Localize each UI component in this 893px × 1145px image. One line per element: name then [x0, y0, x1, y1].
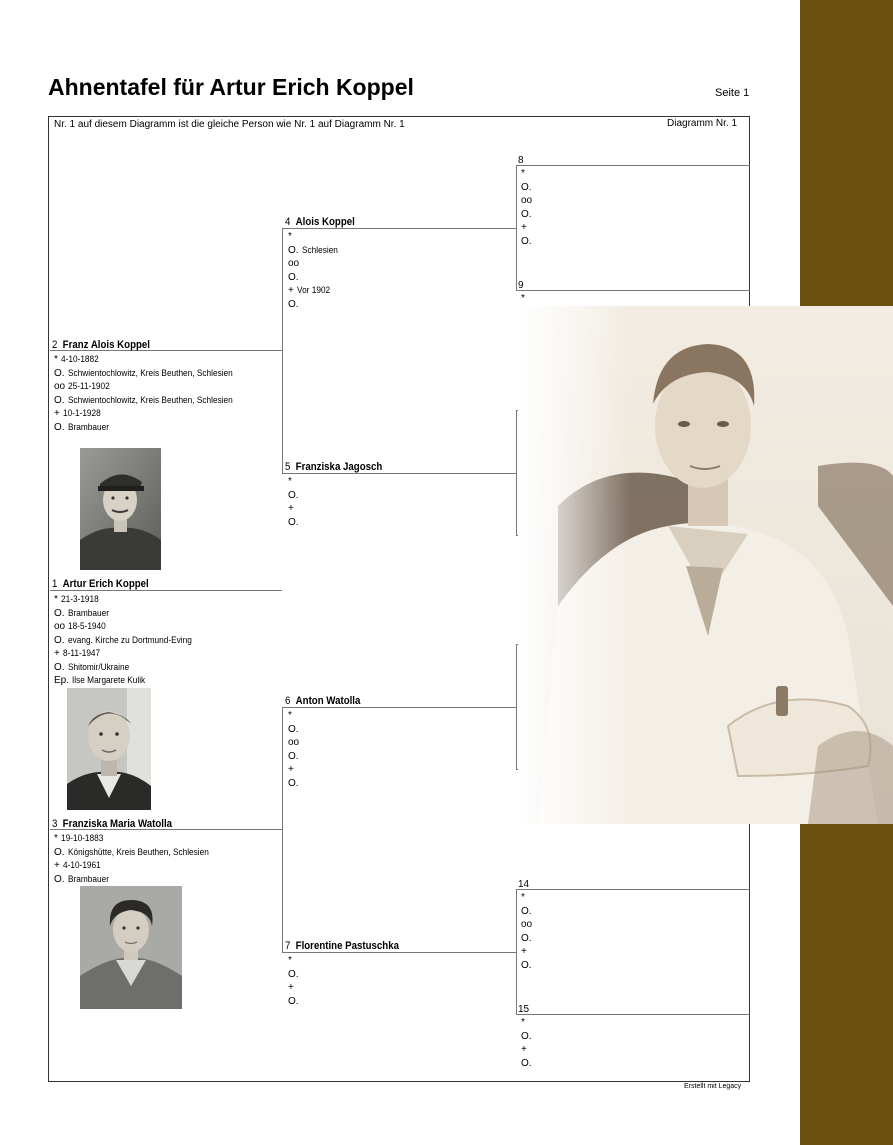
fact-value: Brambauer	[67, 421, 109, 432]
fact-value: Königshütte, Kreis Beuthen, Schlesien	[67, 846, 209, 857]
fact-symbol: O.	[54, 607, 65, 619]
connector-p12-p13	[516, 644, 517, 769]
fact-row: *	[288, 710, 292, 721]
fact-row: *	[521, 892, 525, 903]
fact-value: Vor 1902	[296, 285, 330, 295]
fact-symbol: *	[54, 354, 58, 365]
fact-symbol: *	[288, 231, 292, 242]
connector-p8-p9	[516, 165, 517, 290]
fact-symbol: O.	[54, 846, 65, 858]
fact-symbol: O.	[54, 367, 65, 379]
person-14-number: 14	[518, 879, 530, 890]
fact-value: Brambauer	[67, 607, 109, 618]
fact-symbol: Ep.	[54, 675, 70, 686]
fact-row	[288, 271, 341, 285]
fact-symbol: O.	[288, 271, 299, 283]
fact-row	[54, 607, 202, 621]
fact-row	[288, 284, 341, 298]
person-1-facts	[54, 593, 202, 688]
portrait-artur-erich-koppel	[67, 688, 151, 810]
fact-symbol: +	[54, 408, 60, 419]
fact-row: O.	[521, 905, 532, 917]
fact-row	[54, 634, 202, 648]
footer-credit: Erstellt mit Legacy	[684, 1083, 742, 1090]
fact-row: *	[288, 955, 292, 966]
fact-row: O.	[521, 235, 532, 247]
fact-row: O.	[521, 1030, 532, 1042]
person-6-name: 6 Anton Watolla	[285, 695, 361, 707]
person-8-number: 8	[518, 155, 524, 166]
connector-p10-p11	[516, 410, 517, 535]
person-3-name: 3 Franziska Maria Watolla	[52, 818, 173, 830]
person-9-number: 9	[518, 280, 524, 291]
line-p8	[516, 165, 750, 166]
person-4-facts	[288, 230, 341, 311]
fact-value: 4-10-1961	[62, 860, 101, 870]
fact-row: O.	[521, 932, 532, 944]
fact-symbol: O.	[54, 394, 65, 406]
fact-value: 10-1-1928	[62, 408, 101, 418]
fact-row	[54, 647, 202, 661]
fact-row	[54, 620, 202, 634]
fact-row	[288, 298, 341, 312]
fact-row: +	[521, 222, 527, 233]
fact-row	[54, 674, 202, 688]
fact-row: O.	[288, 995, 299, 1007]
person-7-facts	[288, 954, 299, 1008]
fact-row: oo	[521, 195, 533, 206]
connector-p14-p15	[516, 889, 517, 1014]
fact-symbol: *	[54, 833, 58, 844]
fact-value: Schwientochlowitz, Kreis Beuthen, Schlesien	[67, 367, 233, 378]
line-p15	[516, 1014, 750, 1015]
fact-row: O.	[288, 777, 299, 789]
person-6-facts	[288, 709, 299, 790]
fact-value: 18-5-1940	[68, 621, 106, 631]
fact-row: +	[288, 982, 294, 993]
line-p14	[516, 889, 750, 890]
person-7-name: 7 Florentine Pastuschka	[285, 940, 399, 952]
fact-row: oo	[288, 737, 300, 748]
fact-row	[54, 873, 221, 887]
person-1-name: 1 Artur Erich Koppel	[52, 578, 149, 590]
fact-symbol: oo	[288, 258, 300, 269]
fact-row: *	[288, 476, 292, 487]
fact-row: O.	[521, 1057, 532, 1069]
fact-value: 4-10-1882	[60, 354, 99, 364]
fact-row: +	[288, 503, 294, 514]
fact-row	[54, 380, 247, 394]
chart-note: Nr. 1 auf diesem Diagramm ist die gleiche Person wie Nr. 1 auf Diagramm Nr. 1	[54, 119, 405, 130]
fact-value: Schlesien	[301, 244, 338, 255]
line-p1	[50, 590, 282, 591]
portrait-franz-alois-koppel	[80, 448, 161, 570]
fact-symbol: +	[288, 285, 294, 296]
fact-row: O.	[288, 516, 299, 528]
fact-row	[54, 661, 202, 675]
fact-symbol: +	[54, 648, 60, 659]
connector-gen3-bottom	[282, 707, 283, 952]
line-p7	[282, 952, 516, 953]
person-8-facts	[521, 167, 532, 248]
fact-symbol: O.	[288, 298, 299, 310]
line-p4	[282, 228, 516, 229]
person-15-facts	[521, 1016, 532, 1070]
diagram-number: Diagramm Nr. 1	[667, 118, 738, 129]
fact-row: O.	[288, 489, 299, 501]
fact-row: O.	[521, 181, 532, 193]
fact-value: 21-3-1918	[60, 594, 99, 604]
fact-value: evang. Kirche zu Dortmund-Eving	[67, 634, 192, 645]
fact-symbol: O.	[54, 873, 65, 885]
person-2-name: 2 Franz Alois Koppel	[52, 339, 150, 351]
fact-row	[54, 407, 247, 421]
fact-symbol: O.	[54, 661, 65, 673]
fact-row: oo	[521, 919, 533, 930]
fact-row	[54, 353, 247, 367]
fact-row: +	[288, 764, 294, 775]
fact-symbol: oo	[54, 621, 66, 632]
fact-value: Ilse Margarete Kulik	[72, 675, 146, 685]
large-sepia-portrait	[518, 306, 893, 824]
fact-value: 25-11-1902	[68, 381, 110, 391]
line-p5	[282, 473, 516, 474]
fact-row	[54, 593, 202, 607]
fact-symbol: *	[54, 594, 58, 605]
fact-value: 19-10-1883	[60, 833, 104, 843]
fact-row: O.	[521, 959, 532, 971]
fact-value: Shitomir/Ukraine	[67, 661, 129, 672]
connector-gen3-top	[282, 228, 283, 473]
fact-row	[54, 367, 247, 381]
portrait-franziska-maria-watolla	[80, 886, 182, 1009]
page-number: Seite 1	[715, 87, 750, 99]
fact-row: *	[521, 1017, 525, 1028]
fact-symbol: oo	[54, 381, 66, 392]
person-4-name: 4 Alois Koppel	[285, 216, 355, 228]
fact-row	[54, 832, 221, 846]
person-2-facts	[54, 353, 247, 434]
line-p9	[516, 290, 750, 291]
fact-row	[288, 244, 341, 258]
fact-value: Brambauer	[67, 873, 109, 884]
fact-row	[54, 846, 221, 860]
person-3-facts	[54, 832, 221, 886]
fact-value: Schwientochlowitz, Kreis Beuthen, Schlesien	[67, 394, 233, 405]
fact-row: O.	[288, 750, 299, 762]
page-title: Ahnentafel für Artur Erich Koppel	[48, 74, 414, 100]
person-5-name: 5 Franziska Jagosch	[285, 461, 383, 473]
fact-symbol: O.	[54, 634, 65, 646]
fact-row: *	[521, 168, 525, 179]
fact-row	[54, 859, 221, 873]
fact-row	[288, 257, 341, 271]
person-5-facts	[288, 475, 299, 529]
fact-row	[54, 394, 247, 408]
fact-value: 8-11-1947	[62, 648, 100, 658]
fact-symbol: O.	[54, 421, 65, 433]
fact-row: O.	[288, 723, 299, 735]
fact-row: O.	[288, 968, 299, 980]
fact-row: +	[521, 946, 527, 957]
person-14-facts	[521, 891, 532, 972]
person-15-number: 15	[518, 1004, 530, 1015]
fact-row: +	[521, 1044, 527, 1055]
line-p6	[282, 707, 516, 708]
fact-symbol: O.	[288, 244, 299, 256]
fact-row	[288, 230, 341, 244]
fact-symbol: +	[54, 860, 60, 871]
fact-row	[54, 421, 247, 435]
fact-row: *	[521, 293, 525, 304]
fact-row: O.	[521, 208, 532, 220]
